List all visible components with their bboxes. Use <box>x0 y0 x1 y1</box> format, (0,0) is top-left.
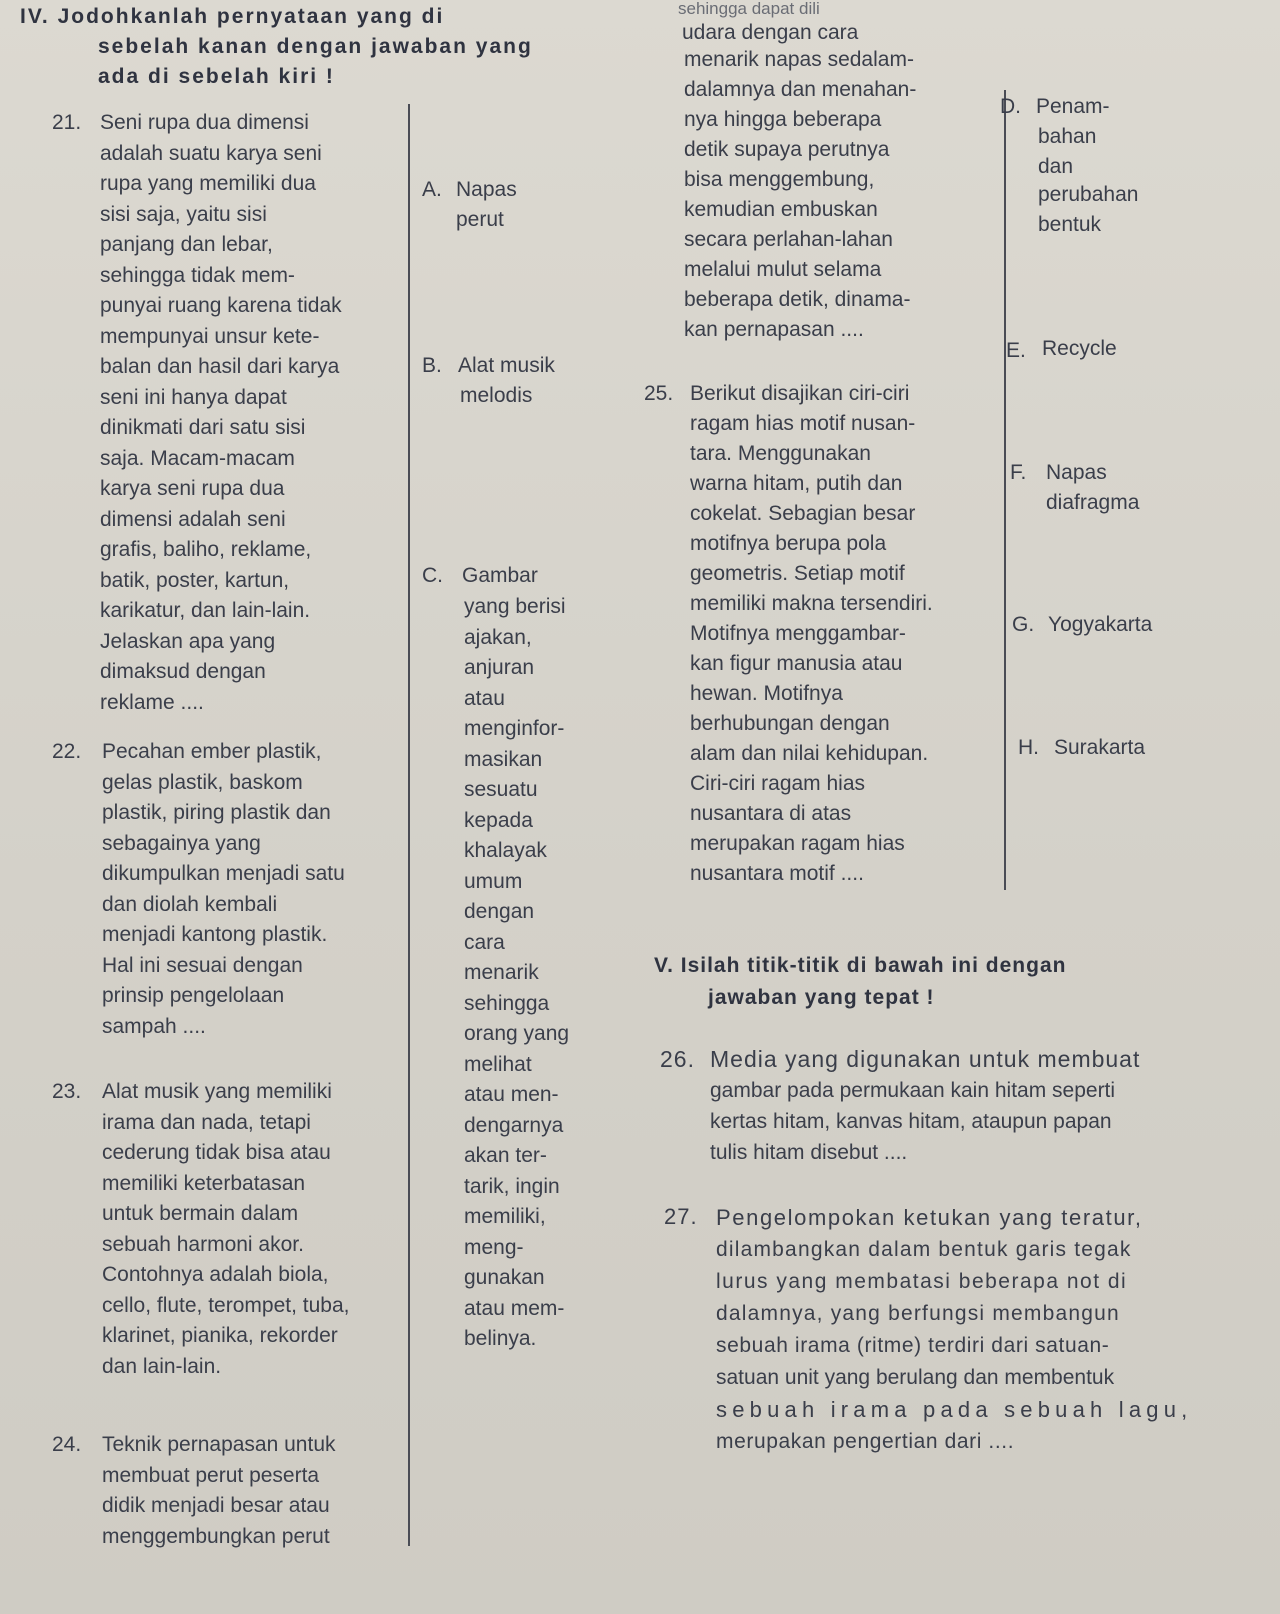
q24-cont-line: bisa menggembung, <box>684 168 875 191</box>
q21-line: adalah suatu karya seni <box>100 141 322 165</box>
answer-C-line: dengan <box>464 900 535 923</box>
q23-line: cello, flute, terompet, tuba, <box>102 1293 350 1317</box>
answer-C-line: memiliki, <box>464 1205 546 1228</box>
q21-line: sehingga tidak mem- <box>100 263 295 287</box>
q22-line: prinsip pengelolaan <box>102 984 285 1007</box>
answer-D-line: dan <box>1038 155 1074 178</box>
answer-B-line: Alat musik <box>458 354 555 377</box>
q24-cont-line: secara perlahan-lahan <box>684 228 893 251</box>
question-23-text <box>102 1077 349 1382</box>
section-iv-title-line2: sebelah kanan dengan jawaban yang <box>98 35 533 58</box>
answer-G-line: Yogyakarta <box>1048 613 1153 636</box>
answer-C-line: atau mem- <box>464 1296 565 1320</box>
answer-B-line: melodis <box>460 384 533 407</box>
column-divider-right <box>1004 90 1006 890</box>
q22-line: plastik, piring plastik dan <box>102 801 331 824</box>
answer-F-line: diafragma <box>1046 491 1140 514</box>
q22-line: gelas plastik, baskom <box>102 770 303 794</box>
q21-line: sisi saja, yaitu sisi <box>100 202 267 226</box>
q21-line: batik, poster, kartun, <box>100 568 290 592</box>
q25-line: ragam hias motif nusan- <box>690 412 916 435</box>
answer-C-line: yang berisi <box>464 595 566 618</box>
question-number: 22. <box>52 740 82 763</box>
answer-C-line: atau men- <box>464 1083 559 1106</box>
answer-label: C. <box>422 564 443 587</box>
answer-C-line: melihat <box>464 1052 532 1076</box>
answer-D-line: Penam- <box>1036 95 1110 118</box>
answer-C-line: masikan <box>464 747 543 771</box>
question-number: 23. <box>52 1080 82 1103</box>
q27-line: merupakan pengertian dari .... <box>716 1430 1015 1453</box>
q22-line: dan diolah kembali <box>102 892 278 916</box>
q21-line: Jelaskan apa yang <box>100 629 276 653</box>
answer-C-line: khalayak <box>464 839 547 862</box>
q21-line: seni ini hanya dapat <box>100 385 287 409</box>
q21-line: saja. Macam-macam <box>100 446 295 470</box>
answer-D-line: bentuk <box>1038 213 1102 236</box>
answer-C-line: orang yang <box>464 1022 570 1045</box>
answer-C-line: menarik <box>464 961 539 984</box>
q24-cont-line: detik supaya perutnya <box>684 138 890 161</box>
answer-label: E. <box>1006 339 1026 362</box>
q21-line: panjang dan lebar, <box>100 233 273 256</box>
q24-cont-line: melalui mulut selama <box>684 258 882 281</box>
q21-line: balan dan hasil dari karya <box>100 355 340 378</box>
question-number: 24. <box>52 1433 82 1456</box>
q23-line: irama dan nada, tetapi <box>102 1110 311 1134</box>
answer-D-line: bahan <box>1038 125 1097 148</box>
question-26-text <box>710 1044 1140 1168</box>
q25-line: nusantara motif .... <box>690 862 864 885</box>
q27-line: sebuah irama pada sebuah lagu, <box>716 1397 1193 1422</box>
q25-line: hewan. Motifnya <box>690 682 843 705</box>
q25-line: Berikut disajikan ciri-ciri <box>690 382 910 405</box>
top-right-cut-text: sehingga dapat dili <box>678 0 820 18</box>
q27-line: dalamnya, yang berfungsi membangun <box>716 1302 1120 1325</box>
q26-line: tulis hitam disebut .... <box>710 1141 908 1164</box>
q27-line: Pengelompokan ketukan yang teratur, <box>716 1205 1143 1230</box>
q25-line: motifnya berupa pola <box>690 532 887 555</box>
q23-line: klarinet, pianika, rekorder <box>102 1324 338 1347</box>
q22-line: Pecahan ember plastik, <box>102 740 322 763</box>
answer-E-line: Recycle <box>1042 337 1117 360</box>
q23-line: sebuah harmoni akor. <box>102 1232 304 1256</box>
q25-line: nusantara di atas <box>690 802 852 825</box>
q23-line: Alat musik yang memiliki <box>102 1080 332 1103</box>
q25-line: merupakan ragam hias <box>690 832 905 855</box>
q24-cont-line: dalamnya dan menahan- <box>684 78 917 101</box>
answer-C-line: tarik, ingin <box>464 1174 560 1198</box>
q21-line: mempunyai unsur kete- <box>100 324 320 348</box>
question-24-prev-line: udara dengan cara <box>682 21 859 44</box>
q25-line: warna hitam, putih dan <box>690 472 903 495</box>
q22-line: dikumpulkan menjadi satu <box>102 862 345 885</box>
question-24-text <box>102 1430 336 1552</box>
q21-line: grafis, baliho, reklame, <box>100 538 312 561</box>
answer-H-line: Surakarta <box>1054 736 1146 759</box>
answer-C-line: sesuatu <box>464 778 538 801</box>
answer-D-line: perubahan <box>1038 183 1139 206</box>
q21-line: punyai ruang karena tidak <box>100 294 342 317</box>
q23-line: memiliki keterbatasan <box>102 1171 306 1195</box>
answer-C-line: meng- <box>464 1235 524 1259</box>
q21-line: reklame .... <box>100 690 204 714</box>
answer-A-line: Napas <box>456 178 517 201</box>
section-v-title-line1: V. Isilah titik-titik di bawah ini dengan <box>654 954 1067 977</box>
q21-line: Seni rupa dua dimensi <box>100 111 309 134</box>
answer-C-line: cara <box>464 930 505 954</box>
q26-line: Media yang digunakan untuk membuat <box>710 1046 1141 1072</box>
q25-line: alam dan nilai kehidupan. <box>690 742 929 765</box>
q23-line: untuk bermain dalam <box>102 1202 299 1225</box>
answer-label: F. <box>1010 461 1027 484</box>
answer-label: G. <box>1012 613 1035 636</box>
answer-label: D. <box>1000 95 1021 118</box>
q24-line: didik menjadi besar atau <box>102 1494 330 1517</box>
q25-line: Motifnya menggambar- <box>690 622 906 645</box>
question-25-text <box>690 379 933 889</box>
answer-label: B. <box>422 354 442 377</box>
q21-line: karikatur, dan lain-lain. <box>100 599 311 622</box>
q22-line: Hal ini sesuai dengan <box>102 953 303 977</box>
q23-line: dan lain-lain. <box>102 1354 222 1378</box>
question-number: 21. <box>52 111 82 134</box>
q25-line: tara. Menggunakan <box>690 442 871 465</box>
q25-line: cokelat. Sebagian besar <box>690 502 916 525</box>
q24-cont-line: beberapa detik, dinama- <box>684 288 911 311</box>
question-number: 27. <box>664 1204 698 1229</box>
section-v-title-line2: jawaban yang tepat ! <box>708 986 935 1009</box>
q21-line: rupa yang memiliki dua <box>100 172 316 195</box>
q27-line: dilambangkan dalam bentuk garis tegak <box>716 1238 1132 1261</box>
q23-line: cederung tidak bisa atau <box>102 1141 331 1164</box>
q22-line: sebagainya yang <box>102 831 261 855</box>
answer-label: H. <box>1018 736 1039 759</box>
answer-C-line: kepada <box>464 808 533 832</box>
question-24-continued <box>684 45 916 345</box>
answer-C-line: umum <box>464 869 523 893</box>
q23-line: Contohnya adalah biola, <box>102 1263 329 1286</box>
section-iv-title-line1: IV. Jodohkanlah pernyataan yang di <box>20 5 445 28</box>
q22-line: menjadi kantong plastik. <box>102 923 328 946</box>
answer-C-line: akan ter- <box>464 1144 547 1167</box>
answer-C-line: atau <box>464 686 505 710</box>
q21-line: dimensi adalah seni <box>100 507 286 531</box>
section-iv-heading <box>20 2 533 92</box>
q24-cont-line: kemudian embuskan <box>684 198 878 221</box>
q21-line: dinikmati dari satu sisi <box>100 416 306 439</box>
q25-line: kan figur manusia atau <box>690 652 903 675</box>
answer-C-line: belinya. <box>464 1327 537 1350</box>
column-divider-left <box>408 104 410 1546</box>
answer-C-line: gunakan <box>464 1266 545 1289</box>
question-27-text <box>716 1202 1192 1458</box>
q24-cont-line: nya hingga beberapa <box>684 108 882 131</box>
answer-C-line: sehingga <box>464 991 550 1015</box>
answer-C-line: menginfor- <box>464 717 565 740</box>
q25-line: geometris. Setiap motif <box>690 562 905 585</box>
answer-A-line: perut <box>456 208 504 231</box>
q26-line: kertas hitam, kanvas hitam, ataupun papan <box>710 1110 1112 1133</box>
q27-line: lurus yang membatasi beberapa not di <box>716 1270 1128 1293</box>
q24-cont-line: menarik napas sedalam- <box>684 48 914 71</box>
question-21-text <box>100 108 342 718</box>
q27-line: sebuah irama (ritme) terdiri dari satuan- <box>716 1334 1110 1357</box>
q25-line: berhubungan dengan <box>690 712 890 735</box>
answer-F-line: Napas <box>1046 461 1107 484</box>
answer-C-line: Gambar <box>462 564 538 587</box>
q27-line: satuan unit yang berulang dan membentuk <box>716 1366 1115 1389</box>
q24-line: Teknik pernapasan untuk <box>102 1433 336 1456</box>
answer-C-line: anjuran <box>464 656 535 679</box>
q24-line: menggembungkan perut <box>102 1524 330 1548</box>
answer-C-text <box>464 592 569 1355</box>
q24-cont-line: kan pernapasan .... <box>684 318 864 341</box>
q25-line: memiliki makna tersendiri. <box>690 592 933 615</box>
section-v-heading <box>654 950 1066 1014</box>
question-22-text <box>102 737 345 1042</box>
answer-label: A. <box>422 178 442 201</box>
q21-line: karya seni rupa dua <box>100 477 285 500</box>
section-iv-title-line3: ada di sebelah kiri ! <box>98 65 335 88</box>
answer-C-line: ajakan, <box>464 625 532 649</box>
q24-line: membuat perut peserta <box>102 1463 320 1487</box>
q22-line: sampah .... <box>102 1014 206 1038</box>
q26-line: gambar pada permukaan kain hitam seperti <box>710 1079 1116 1102</box>
answer-C-line: dengarnya <box>464 1113 564 1137</box>
question-number: 26. <box>660 1046 695 1072</box>
q25-line: Ciri-ciri ragam hias <box>690 772 866 795</box>
q21-line: dimaksud dengan <box>100 660 266 683</box>
question-number: 25. <box>644 382 674 405</box>
